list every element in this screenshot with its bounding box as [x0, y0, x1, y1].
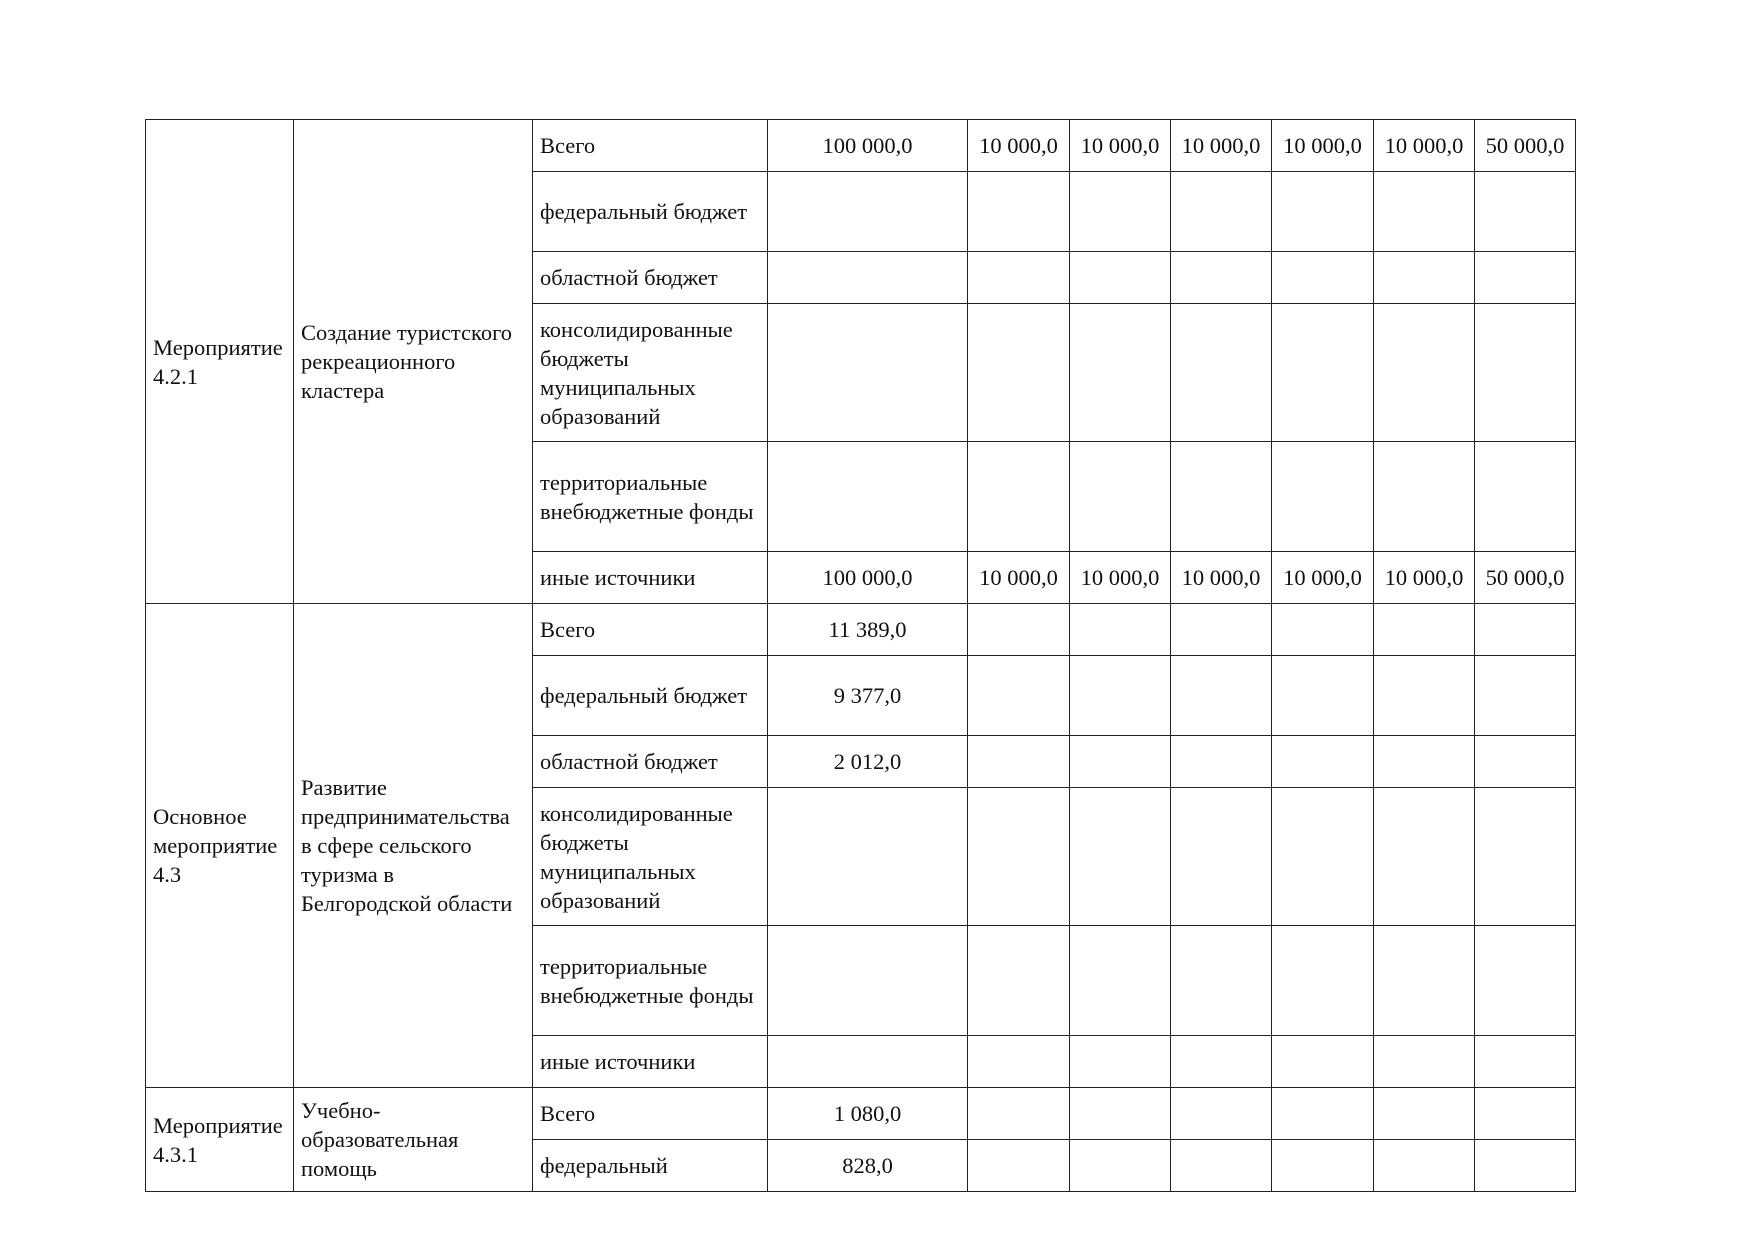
year-cell — [1374, 442, 1475, 552]
year-cell — [1374, 736, 1475, 788]
source-cell: Всего — [533, 1088, 768, 1140]
source-cell: иные источники — [533, 1036, 768, 1088]
year-cell — [1475, 788, 1576, 926]
year-cell — [1475, 1140, 1576, 1192]
year-cell — [1272, 788, 1374, 926]
year-cell — [1475, 442, 1576, 552]
year-cell — [968, 926, 1070, 1036]
funding-table — [145, 119, 1576, 1192]
year-cell — [1272, 1036, 1374, 1088]
total-cell: 100 000,0 — [768, 120, 968, 172]
measure-name-cell: Создание туристского рекреационного кластера — [294, 120, 533, 604]
year-cell: 10 000,0 — [968, 120, 1070, 172]
year-cell: 10 000,0 — [1070, 120, 1171, 172]
year-cell: 10 000,0 — [1374, 120, 1475, 172]
year-cell — [1272, 172, 1374, 252]
year-cell: 10 000,0 — [1272, 120, 1374, 172]
source-cell: областной бюджет — [533, 252, 768, 304]
year-cell — [968, 656, 1070, 736]
source-cell: Всего — [533, 120, 768, 172]
total-cell — [768, 442, 968, 552]
year-cell — [1070, 252, 1171, 304]
year-cell: 10 000,0 — [1070, 552, 1171, 604]
year-cell — [968, 442, 1070, 552]
source-cell: федеральный — [533, 1140, 768, 1192]
year-cell — [1475, 604, 1576, 656]
measure-name-cell: Учебно-образовательная помощь — [294, 1088, 533, 1192]
year-cell — [1475, 736, 1576, 788]
year-cell — [1171, 1140, 1272, 1192]
year-cell — [1171, 172, 1272, 252]
year-cell — [1475, 1088, 1576, 1140]
year-cell: 10 000,0 — [1171, 552, 1272, 604]
year-cell — [1475, 304, 1576, 442]
year-cell — [1374, 926, 1475, 1036]
year-cell — [1070, 1088, 1171, 1140]
total-cell: 100 000,0 — [768, 552, 968, 604]
measure-code-cell: Мероприятие 4.2.1 — [146, 120, 294, 604]
total-cell: 1 080,0 — [768, 1088, 968, 1140]
source-cell: федеральный бюджет — [533, 656, 768, 736]
year-cell — [1171, 1088, 1272, 1140]
year-cell — [1374, 604, 1475, 656]
year-cell — [1171, 926, 1272, 1036]
year-cell — [1070, 656, 1171, 736]
source-cell: территориальные внебюджетные фонды — [533, 926, 768, 1036]
year-cell — [1475, 926, 1576, 1036]
year-cell — [1171, 442, 1272, 552]
year-cell — [1374, 1088, 1475, 1140]
year-cell — [1171, 736, 1272, 788]
year-cell — [1272, 252, 1374, 304]
year-cell — [968, 1036, 1070, 1088]
year-cell — [1272, 926, 1374, 1036]
year-cell — [1272, 304, 1374, 442]
year-cell — [1272, 1140, 1374, 1192]
year-cell — [1171, 788, 1272, 926]
year-cell — [968, 736, 1070, 788]
year-cell — [1171, 656, 1272, 736]
year-cell — [968, 604, 1070, 656]
year-cell: 50 000,0 — [1475, 552, 1576, 604]
year-cell — [1070, 304, 1171, 442]
year-cell — [1475, 656, 1576, 736]
year-cell — [1272, 442, 1374, 552]
year-cell — [968, 1140, 1070, 1192]
year-cell — [1070, 736, 1171, 788]
total-cell: 2 012,0 — [768, 736, 968, 788]
year-cell — [968, 252, 1070, 304]
year-cell — [1171, 604, 1272, 656]
measure-name-cell: Развитие предпринимательства в сфере сельского туризма в Белгородской области — [294, 604, 533, 1088]
total-cell — [768, 1036, 968, 1088]
year-cell — [1272, 1088, 1374, 1140]
source-cell: консолидированные бюджеты муниципальных образований — [533, 788, 768, 926]
year-cell — [1475, 172, 1576, 252]
year-cell — [1475, 1036, 1576, 1088]
measure-code-cell: Мероприятие 4.3.1 — [146, 1088, 294, 1192]
year-cell — [1374, 1140, 1475, 1192]
year-cell: 10 000,0 — [1171, 120, 1272, 172]
year-cell — [1171, 304, 1272, 442]
year-cell — [1374, 172, 1475, 252]
year-cell — [1070, 604, 1171, 656]
year-cell — [1070, 926, 1171, 1036]
year-cell: 10 000,0 — [968, 552, 1070, 604]
year-cell — [968, 172, 1070, 252]
source-cell: консолидированные бюджеты муниципальных образований — [533, 304, 768, 442]
measure-code-cell: Основное мероприятие 4.3 — [146, 604, 294, 1088]
source-cell: территориальные внебюджетные фонды — [533, 442, 768, 552]
year-cell — [1374, 304, 1475, 442]
year-cell — [1272, 604, 1374, 656]
year-cell — [1374, 252, 1475, 304]
total-cell: 828,0 — [768, 1140, 968, 1192]
year-cell — [1171, 252, 1272, 304]
year-cell — [1070, 1036, 1171, 1088]
table-row — [146, 604, 1576, 656]
total-cell — [768, 172, 968, 252]
source-cell: федеральный бюджет — [533, 172, 768, 252]
year-cell — [968, 304, 1070, 442]
year-cell — [1070, 1140, 1171, 1192]
table-row — [146, 1088, 1576, 1140]
year-cell — [1272, 736, 1374, 788]
source-cell: иные источники — [533, 552, 768, 604]
year-cell: 10 000,0 — [1374, 552, 1475, 604]
year-cell — [968, 1088, 1070, 1140]
year-cell — [1374, 1036, 1475, 1088]
year-cell: 10 000,0 — [1272, 552, 1374, 604]
year-cell: 50 000,0 — [1475, 120, 1576, 172]
source-cell: областной бюджет — [533, 736, 768, 788]
year-cell — [1374, 788, 1475, 926]
year-cell — [1070, 172, 1171, 252]
year-cell — [1272, 656, 1374, 736]
table-row — [146, 120, 1576, 172]
total-cell — [768, 788, 968, 926]
total-cell — [768, 252, 968, 304]
year-cell — [1070, 788, 1171, 926]
source-cell: Всего — [533, 604, 768, 656]
total-cell — [768, 304, 968, 442]
year-cell — [1070, 442, 1171, 552]
year-cell — [1475, 252, 1576, 304]
total-cell: 9 377,0 — [768, 656, 968, 736]
year-cell — [1374, 656, 1475, 736]
total-cell: 11 389,0 — [768, 604, 968, 656]
total-cell — [768, 926, 968, 1036]
year-cell — [968, 788, 1070, 926]
year-cell — [1171, 1036, 1272, 1088]
